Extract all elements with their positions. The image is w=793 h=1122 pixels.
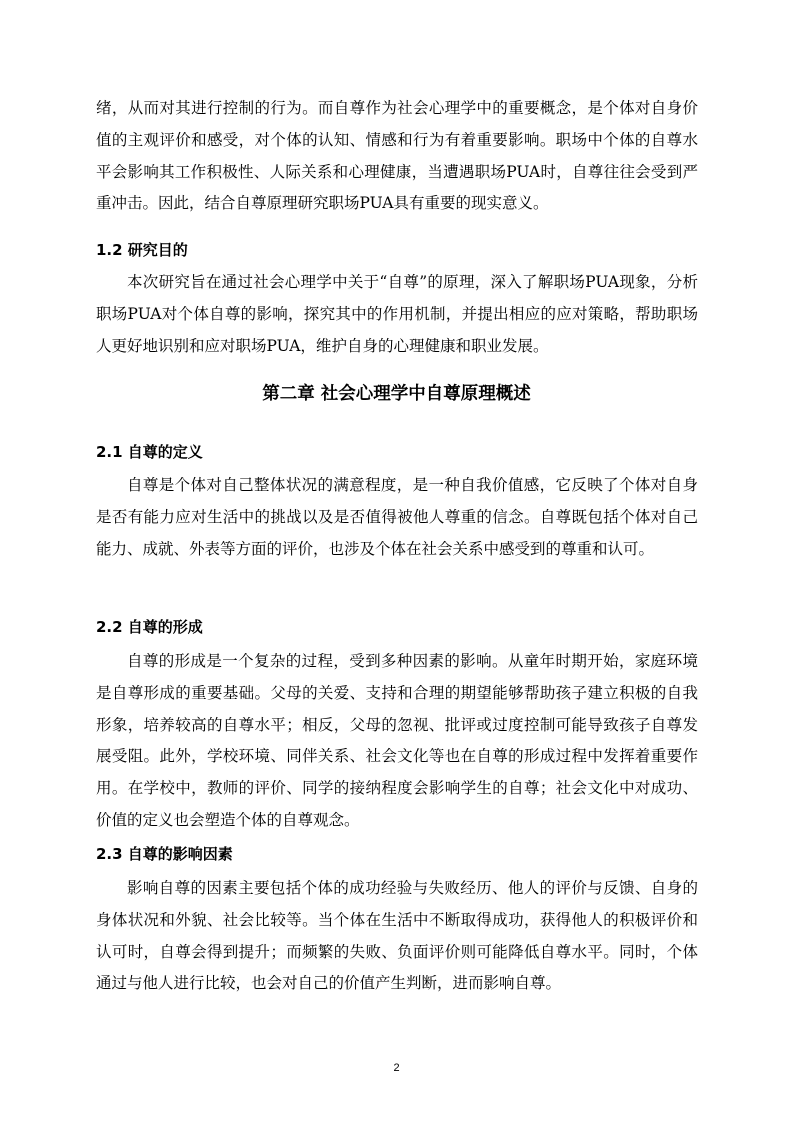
intro-paragraph: 绪，从而对其进行控制的行为。而自尊作为社会心理学中的重要概念，是个体对自身价值的主观评价和感受，对个体的认知、情感和行为有着重要影响。职场中个体的自尊水平会影响其工作积极性、人际关系和心理健康，当遭遇职场PUA时，自尊往往会受到严重冲击。因此，结合自尊原理研究职场PUA具有重要的现实意义。 (96, 99, 698, 213)
page-number: 2 (393, 1062, 400, 1074)
section-heading-1-2: 1.2 研究目的 (96, 241, 188, 259)
section-2-1-paragraph: 自尊是个体对自己整体状况的满意程度，是一种自我价值感，它反映了个体对自身是否有能力应对生活中的挑战以及是否值得被他人尊重的信念。自尊既包括个体对自己能力、成就、外表等方面的评价，也涉及个体在社会关系中感受到的尊重和认可。 (96, 476, 698, 558)
section-2-2-paragraph: 自尊的形成是一个复杂的过程，受到多种因素的影响。从童年时期开始，家庭环境是自尊形成的重要基础。父母的关爱、支持和合理的期望能够帮助孩子建立积极的自我形象，培养较高的自尊水平；相反，父母的忽视、批评或过度控制可能导致孩子自尊发展受阻。此外，学校环境、同伴关系、社会文化等也在自尊的形成过程中发挥着重要作用。在学校中，教师的评价、同学的接纳程度会影响学生的自尊；社会文化中对成功、价值的定义也会塑造个体的自尊观念。 (96, 652, 698, 829)
section-1-2-paragraph: 本次研究旨在通过社会心理学中关于“自尊”的原理，深入了解职场PUA现象，分析职场PUA对个体自尊的影响，探究其中的作用机制，并提出相应的应对策略，帮助职场人更好地识别和应对职场PUA，维护自身的心理健康和职业发展。 (96, 273, 698, 355)
section-heading-2-1: 2.1 自尊的定义 (96, 443, 203, 461)
section-2-3-paragraph: 影响自尊的因素主要包括个体的成功经验与失败经历、他人的评价与反馈、自身的身体状况和外貌、社会比较等。当个体在生活中不断取得成功，获得他人的积极评价和认可时，自尊会得到提升；而频繁的失败、负面评价则可能降低自尊水平。同时，个体通过与他人进行比较，也会对自己的价值产生判断，进而影响自尊。 (96, 879, 698, 993)
chapter-title: 第二章 社会心理学中自尊原理概述 (262, 384, 531, 404)
section-heading-2-2: 2.2 自尊的形成 (96, 618, 203, 636)
section-heading-2-3: 2.3 自尊的影响因素 (96, 845, 233, 863)
